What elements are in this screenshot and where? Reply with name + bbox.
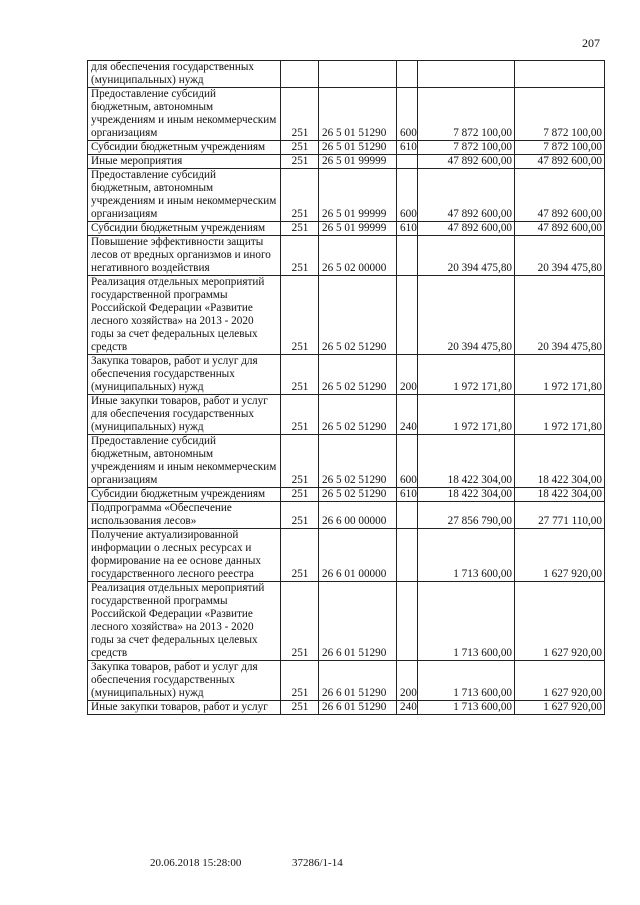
row-expense-type-cell: 240 bbox=[397, 701, 418, 715]
row-expense-type-cell: 610 bbox=[397, 141, 418, 155]
row-target-article-cell: 26 6 01 51290 bbox=[319, 701, 397, 715]
table-row bbox=[88, 276, 605, 355]
row-amount-year2-cell: 1 627 920,00 bbox=[515, 582, 605, 661]
row-code-cell: 251 bbox=[281, 355, 319, 395]
budget-table bbox=[87, 60, 605, 715]
row-expense-type-cell bbox=[397, 236, 418, 276]
row-amount-year2-cell: 47 892 600,00 bbox=[515, 222, 605, 236]
row-code-cell: 251 bbox=[281, 661, 319, 701]
table-row bbox=[88, 488, 605, 502]
row-expense-type-cell bbox=[397, 276, 418, 355]
row-name-cell: Повышение эффективности защиты лесов от вредных организмов и иного негативного воздействия bbox=[88, 236, 281, 276]
footer-timestamp: 20.06.2018 15:28:00 bbox=[150, 857, 242, 869]
row-amount-year2-cell: 7 872 100,00 bbox=[515, 141, 605, 155]
row-expense-type-cell bbox=[397, 61, 418, 88]
row-expense-type-cell: 200 bbox=[397, 661, 418, 701]
table-row bbox=[88, 395, 605, 435]
row-amount-year1-cell: 1 713 600,00 bbox=[418, 582, 515, 661]
table-row bbox=[88, 355, 605, 395]
row-target-article-cell: 26 5 02 51290 bbox=[319, 435, 397, 488]
row-amount-year1-cell: 18 422 304,00 bbox=[418, 488, 515, 502]
row-code-cell: 251 bbox=[281, 701, 319, 715]
row-name-cell: Получение актуализированной информации о лесных ресурсах и формирование на ее основе данных государственного лесного реестра bbox=[88, 529, 281, 582]
table-row bbox=[88, 701, 605, 715]
row-target-article-cell: 26 5 01 51290 bbox=[319, 141, 397, 155]
row-amount-year2-cell: 1 627 920,00 bbox=[515, 661, 605, 701]
row-code-cell: 251 bbox=[281, 502, 319, 529]
row-name-cell: Закупка товаров, работ и услуг для обеспечения государственных (муниципальных) нужд bbox=[88, 355, 281, 395]
row-name-cell: Реализация отдельных мероприятий государственной программы Российской Федерации «Развитие лесного хозяйства» на 2013 - 2020 годы за счет федеральных целевых средств bbox=[88, 582, 281, 661]
row-target-article-cell bbox=[319, 61, 397, 88]
table-row bbox=[88, 155, 605, 169]
row-amount-year2-cell: 47 892 600,00 bbox=[515, 169, 605, 222]
page-number: 207 bbox=[582, 36, 600, 50]
row-code-cell: 251 bbox=[281, 529, 319, 582]
row-expense-type-cell: 610 bbox=[397, 222, 418, 236]
row-amount-year1-cell: 1 713 600,00 bbox=[418, 661, 515, 701]
row-name-cell: Субсидии бюджетным учреждениям bbox=[88, 488, 281, 502]
row-target-article-cell: 26 5 01 51290 bbox=[319, 88, 397, 141]
row-target-article-cell: 26 6 01 00000 bbox=[319, 529, 397, 582]
row-amount-year1-cell: 1 713 600,00 bbox=[418, 529, 515, 582]
budget-table-body bbox=[88, 61, 605, 715]
row-target-article-cell: 26 5 02 00000 bbox=[319, 236, 397, 276]
row-expense-type-cell: 600 bbox=[397, 169, 418, 222]
table-row bbox=[88, 141, 605, 155]
row-target-article-cell: 26 6 01 51290 bbox=[319, 582, 397, 661]
row-target-article-cell: 26 5 01 99999 bbox=[319, 222, 397, 236]
row-code-cell: 251 bbox=[281, 435, 319, 488]
row-expense-type-cell: 600 bbox=[397, 435, 418, 488]
row-expense-type-cell bbox=[397, 582, 418, 661]
row-amount-year2-cell: 1 627 920,00 bbox=[515, 529, 605, 582]
row-amount-year1-cell: 7 872 100,00 bbox=[418, 141, 515, 155]
row-target-article-cell: 26 5 01 99999 bbox=[319, 155, 397, 169]
row-name-cell: Иные закупки товаров, работ и услуг bbox=[88, 701, 281, 715]
row-target-article-cell: 26 5 01 99999 bbox=[319, 169, 397, 222]
row-target-article-cell: 26 5 02 51290 bbox=[319, 355, 397, 395]
table-row bbox=[88, 435, 605, 488]
row-code-cell: 251 bbox=[281, 582, 319, 661]
row-code-cell: 251 bbox=[281, 141, 319, 155]
row-amount-year1-cell bbox=[418, 61, 515, 88]
row-amount-year1-cell: 27 856 790,00 bbox=[418, 502, 515, 529]
row-code-cell: 251 bbox=[281, 169, 319, 222]
row-expense-type-cell: 610 bbox=[397, 488, 418, 502]
row-name-cell: Предоставление субсидий бюджетным, автономным учреждениям и иным некоммерческим организациям bbox=[88, 435, 281, 488]
row-target-article-cell: 26 6 00 00000 bbox=[319, 502, 397, 529]
row-code-cell: 251 bbox=[281, 236, 319, 276]
footer-document-id: 37286/1-14 bbox=[292, 857, 343, 869]
row-name-cell: Предоставление субсидий бюджетным, автономным учреждениям и иным некоммерческим организациям bbox=[88, 88, 281, 141]
row-amount-year2-cell: 20 394 475,80 bbox=[515, 236, 605, 276]
row-amount-year1-cell: 1 972 171,80 bbox=[418, 355, 515, 395]
row-expense-type-cell: 200 bbox=[397, 355, 418, 395]
row-name-cell: Предоставление субсидий бюджетным, автономным учреждениям и иным некоммерческим организациям bbox=[88, 169, 281, 222]
row-amount-year1-cell: 7 872 100,00 bbox=[418, 88, 515, 141]
row-name-cell: Иные закупки товаров, работ и услуг для обеспечения государственных (муниципальных) нужд bbox=[88, 395, 281, 435]
table-row bbox=[88, 661, 605, 701]
row-target-article-cell: 26 5 02 51290 bbox=[319, 395, 397, 435]
table-row bbox=[88, 169, 605, 222]
row-amount-year2-cell: 7 872 100,00 bbox=[515, 88, 605, 141]
row-code-cell: 251 bbox=[281, 155, 319, 169]
row-amount-year1-cell: 18 422 304,00 bbox=[418, 435, 515, 488]
row-name-cell: Закупка товаров, работ и услуг для обеспечения государственных (муниципальных) нужд bbox=[88, 661, 281, 701]
table-row bbox=[88, 529, 605, 582]
row-amount-year2-cell: 1 972 171,80 bbox=[515, 395, 605, 435]
row-target-article-cell: 26 5 02 51290 bbox=[319, 276, 397, 355]
row-amount-year2-cell: 1 972 171,80 bbox=[515, 355, 605, 395]
row-code-cell: 251 bbox=[281, 88, 319, 141]
row-amount-year1-cell: 1 972 171,80 bbox=[418, 395, 515, 435]
row-amount-year1-cell: 1 713 600,00 bbox=[418, 701, 515, 715]
row-amount-year2-cell bbox=[515, 61, 605, 88]
row-amount-year1-cell: 47 892 600,00 bbox=[418, 155, 515, 169]
row-code-cell bbox=[281, 61, 319, 88]
table-row bbox=[88, 582, 605, 661]
row-expense-type-cell bbox=[397, 155, 418, 169]
row-amount-year2-cell: 1 627 920,00 bbox=[515, 701, 605, 715]
row-expense-type-cell: 240 bbox=[397, 395, 418, 435]
row-name-cell: Реализация отдельных мероприятий государственной программы Российской Федерации «Развитие лесного хозяйства» на 2013 - 2020 годы за счет федеральных целевых средств bbox=[88, 276, 281, 355]
row-target-article-cell: 26 6 01 51290 bbox=[319, 661, 397, 701]
row-amount-year2-cell: 20 394 475,80 bbox=[515, 276, 605, 355]
row-amount-year2-cell: 18 422 304,00 bbox=[515, 488, 605, 502]
row-amount-year2-cell: 18 422 304,00 bbox=[515, 435, 605, 488]
row-target-article-cell: 26 5 02 51290 bbox=[319, 488, 397, 502]
table-row bbox=[88, 88, 605, 141]
row-amount-year1-cell: 47 892 600,00 bbox=[418, 222, 515, 236]
row-code-cell: 251 bbox=[281, 276, 319, 355]
table-row bbox=[88, 236, 605, 276]
table-row bbox=[88, 502, 605, 529]
row-name-cell: для обеспечения государственных (муниципальных) нужд bbox=[88, 61, 281, 88]
row-amount-year1-cell: 20 394 475,80 bbox=[418, 276, 515, 355]
table-row bbox=[88, 61, 605, 88]
row-amount-year2-cell: 27 771 110,00 bbox=[515, 502, 605, 529]
row-amount-year1-cell: 20 394 475,80 bbox=[418, 236, 515, 276]
row-amount-year2-cell: 47 892 600,00 bbox=[515, 155, 605, 169]
row-expense-type-cell bbox=[397, 529, 418, 582]
row-name-cell: Субсидии бюджетным учреждениям bbox=[88, 222, 281, 236]
table-row bbox=[88, 222, 605, 236]
row-code-cell: 251 bbox=[281, 222, 319, 236]
row-code-cell: 251 bbox=[281, 488, 319, 502]
row-name-cell: Подпрограмма «Обеспечение использования лесов» bbox=[88, 502, 281, 529]
row-amount-year1-cell: 47 892 600,00 bbox=[418, 169, 515, 222]
row-name-cell: Субсидии бюджетным учреждениям bbox=[88, 141, 281, 155]
row-expense-type-cell: 600 bbox=[397, 88, 418, 141]
row-code-cell: 251 bbox=[281, 395, 319, 435]
row-name-cell: Иные мероприятия bbox=[88, 155, 281, 169]
row-expense-type-cell bbox=[397, 502, 418, 529]
